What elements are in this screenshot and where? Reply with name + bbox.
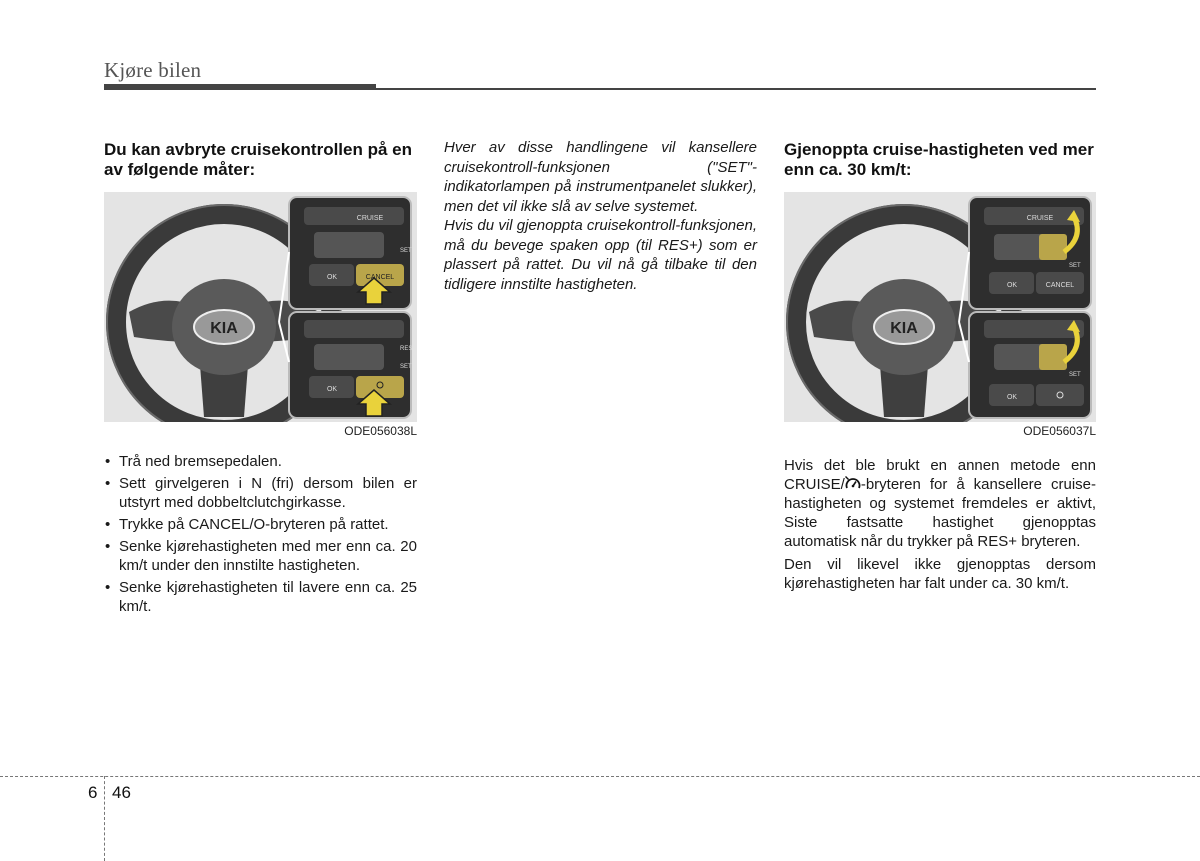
list-item: • Trykke på CANCEL/O-bryteren på rattet. [104, 515, 417, 534]
svg-text:OK: OK [1006, 282, 1018, 289]
svg-text:SET: SET [1069, 263, 1081, 269]
svg-text:CRUISE: CRUISE [1026, 215, 1054, 222]
header-rule-thin [376, 88, 1096, 90]
cancel-methods-list [104, 452, 417, 616]
column-right [784, 140, 1096, 597]
resume-note-paragraph: Hvis du vil gjenoppta cruisekontroll-funksjonen, må du bevege spaken opp (til RES+) som er plassert på rattet. Du vil nå gå tilbake til den tidligere innstilte hastigheten. [444, 217, 757, 293]
figure-resume-cruise [784, 192, 1096, 422]
resume-paragraph [784, 456, 1096, 551]
steering-wheel-illustration [104, 192, 417, 422]
list-item: • Sett girvelgeren i N (fri) dersom bilen er utstyrt med dobbeltclutchgirkasse. [104, 474, 417, 512]
svg-text:SET: SET [400, 364, 412, 370]
figure-code: ODE056038L [344, 424, 417, 438]
svg-text:SET: SET [1069, 372, 1081, 378]
list-item: • Trå ned bremsepedalen. [104, 452, 417, 471]
resume-note-paragraph: Den vil likevel ikke gjenopptas dersom kjørehastigheten har falt under ca. 30 km/t. [784, 556, 1096, 592]
footer-divider [104, 776, 105, 861]
svg-text:SET: SET [400, 248, 412, 254]
footer-rule [0, 776, 1200, 777]
steering-wheel-illustration [784, 192, 1096, 422]
header-rule-thick [104, 84, 376, 90]
svg-text:CRUISE: CRUISE [356, 215, 384, 222]
inset-panel-bottom [969, 312, 1091, 418]
inset-panel-bottom [289, 312, 412, 418]
cancel-note-paragraph: Hver av disse handlingene vil kansellere cruisekontroll-funksjonen ("SET"-indikatorlampen på instrumentpanelet slukker), men det vil ikke slå av selve systemet. [444, 139, 757, 215]
svg-text:CANCEL: CANCEL [365, 274, 395, 281]
svg-text:RES: RES [400, 346, 413, 352]
list-item: • Senke kjørehastigheten til lavere enn ca. 25 km/t. [104, 578, 417, 616]
column-middle [444, 138, 757, 294]
resume-paragraph-suffix: -bryteren for å kansellere cruise-hastigheten og systemet fremdeles er aktivt, Siste fastsatte hastighet gjenopptas automatisk når du trykker på RES+ bryteren. [784, 476, 1096, 550]
list-item: • Senke kjørehastigheten med mer enn ca. 20 km/t under den innstilte hastigheten. [104, 537, 417, 575]
column-left [104, 140, 417, 619]
svg-text:KIA: KIA [890, 320, 918, 337]
cruise-speedometer-icon [845, 476, 861, 492]
figure-cancel-cruise [104, 192, 417, 422]
inset-panel-top [969, 197, 1091, 309]
chapter-number: 6 [88, 783, 98, 802]
resume-paragraph-prefix: Hvis det ble brukt en annen metode enn CRUISE/ [784, 457, 1096, 493]
svg-text:CANCEL: CANCEL [1045, 282, 1075, 289]
svg-text:KIA: KIA [210, 320, 238, 337]
inset-panel-top [289, 197, 412, 309]
header-title: Kjøre bilen [104, 58, 202, 82]
svg-text:OK: OK [326, 274, 338, 281]
section-heading-cancel: Du kan avbryte cruisekontrollen på en av følgende måter: [104, 140, 412, 179]
section-heading-resume: Gjenoppta cruise-hastigheten ved mer enn ca. 30 km/t: [784, 140, 1094, 179]
svg-text:OK: OK [326, 386, 338, 393]
figure-code: ODE056037L [1023, 424, 1096, 438]
page-number: 46 [112, 783, 131, 802]
svg-text:OK: OK [1006, 394, 1018, 401]
